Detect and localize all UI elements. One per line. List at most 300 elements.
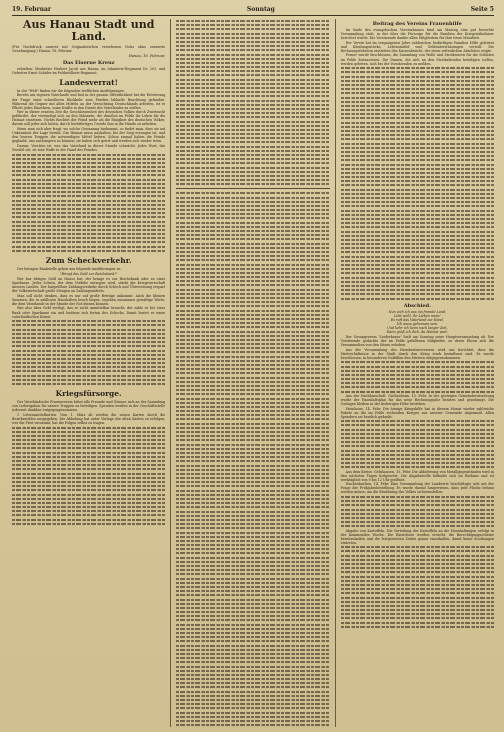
text-line bbox=[12, 477, 165, 479]
text-line bbox=[341, 272, 494, 274]
text-line bbox=[176, 703, 329, 705]
text-line bbox=[341, 563, 494, 565]
text-line bbox=[176, 330, 329, 332]
text-line bbox=[12, 514, 165, 516]
text-line bbox=[12, 250, 165, 252]
text-line bbox=[341, 142, 494, 144]
text-line bbox=[176, 569, 329, 571]
text-line bbox=[176, 91, 329, 93]
text-line bbox=[176, 133, 329, 135]
text-line bbox=[176, 62, 329, 64]
left-column bbox=[12, 19, 165, 727]
text-line bbox=[341, 239, 494, 241]
text-line bbox=[12, 320, 165, 322]
text-line bbox=[341, 281, 494, 283]
betrayal-paragraph: Wenn man sich aber fragt, wo solche Gesinnung herkommt, so findet man, dass sie auf Unkenntnis der Lage beruht. Die Heimat muss aushalten, bis der Sieg errungen ist, und den braven Truppen die notwendigen Mittel liefern. Schon einmal haben die Feinde geglaubt, uns aushungern zu können; sie haben sich geirrt und werden sich wieder irren. bbox=[12, 127, 166, 144]
text-line bbox=[176, 490, 329, 492]
text-line bbox=[341, 134, 494, 136]
text-line bbox=[12, 435, 165, 437]
text-line bbox=[341, 193, 494, 195]
text-line bbox=[12, 464, 165, 466]
divider bbox=[176, 188, 329, 189]
text-line bbox=[12, 195, 165, 197]
text-line bbox=[176, 125, 329, 127]
text-line bbox=[341, 576, 494, 578]
text-line bbox=[176, 632, 329, 634]
text-line bbox=[12, 241, 165, 243]
section-title: Aus Hanau Stadt und Land. bbox=[22, 19, 155, 43]
poem bbox=[341, 310, 494, 334]
text-line bbox=[341, 105, 494, 107]
text-line bbox=[341, 378, 494, 380]
text-line bbox=[341, 441, 494, 443]
text-line bbox=[176, 137, 329, 139]
text-line bbox=[176, 423, 329, 425]
text-line bbox=[12, 431, 165, 433]
text-line bbox=[176, 74, 329, 76]
text-line bbox=[176, 578, 329, 580]
text-line bbox=[341, 268, 494, 270]
betrayal-paragraph: Darum: Verräter ist, wer das Vaterland in dieser Stunde schwächt. Jedes Wort, das Zweifel sät, ist eine Waffe in der Hand des Feindes. bbox=[12, 143, 166, 152]
text-line bbox=[176, 305, 329, 307]
text-line bbox=[176, 682, 329, 684]
text-line bbox=[176, 205, 329, 207]
text-line bbox=[176, 582, 329, 584]
columns bbox=[12, 19, 494, 727]
cheque-paragraph: Wer bar übriges Geld im Hause hat, der bringe es zur Reichsbank oder zu einer Sparkasse. Jeder Schein, der dem Verkehr entzogen wird, stärkt die Kriegswirtschaft unseres Landes. Der bargeldlose Zahlungsverkehr durch Scheck und Überweisung erspart der Volkswirtschaft große Mengen an Zahlungsmitteln. bbox=[12, 276, 166, 294]
text-line bbox=[176, 259, 329, 261]
text-line bbox=[176, 171, 329, 173]
text-line bbox=[12, 362, 165, 364]
text-line bbox=[176, 196, 329, 198]
text-line bbox=[176, 87, 329, 89]
war-care-heading: Kriegsfürsorge. bbox=[55, 389, 122, 399]
text-line bbox=[176, 473, 329, 475]
text-line bbox=[176, 377, 329, 379]
text-line bbox=[176, 108, 329, 110]
women-aid-paragraph: Ferner wurde beschlossen, die Sammlung von Wolle und Strickwaren für die Soldaten im Felde fortzusetzen. Die Damen, die sich an den Strickabenden beteiligen wollen, werden gebeten, sich bei der Vorsitzenden zu melden. bbox=[340, 53, 494, 66]
header-date: 19. Februar bbox=[12, 6, 52, 13]
text-line bbox=[12, 345, 165, 347]
text-line bbox=[341, 571, 494, 573]
text-line bbox=[341, 605, 494, 607]
text-line bbox=[176, 343, 329, 345]
text-line bbox=[176, 661, 329, 663]
text-line bbox=[176, 615, 329, 617]
text-line bbox=[176, 402, 329, 404]
text-line bbox=[176, 406, 329, 408]
text-line bbox=[176, 431, 329, 433]
text-line bbox=[176, 162, 329, 164]
text-line bbox=[176, 557, 329, 559]
text-line bbox=[176, 314, 329, 316]
text-line bbox=[176, 448, 329, 450]
women-aid-paragraph: Der Verein hat im vergangenen Jahre zahlreichen bedürftigen Familien Hilfe geleistet und Kleidungsstücke, Lebensmittel und Geldunterstützungen verteilt. Die Rechnungsführerin erstattete den Kassenbericht, der einen erfreulichen Abschluss zeigte. bbox=[340, 40, 494, 53]
cheque-paragraph: Der hiesigen Bankstelle gehen uns folgende Ausführungen zu: bbox=[17, 266, 122, 271]
text-line bbox=[176, 515, 329, 517]
text-line bbox=[176, 439, 329, 441]
cheque-heading: Zum Scheckverkehr. bbox=[45, 255, 132, 265]
text-line bbox=[341, 496, 494, 498]
text-line bbox=[176, 293, 329, 295]
text-line bbox=[341, 517, 494, 519]
text-line bbox=[176, 272, 329, 274]
text-line bbox=[12, 179, 165, 181]
text-line bbox=[12, 158, 165, 160]
text-line bbox=[341, 113, 494, 115]
text-line bbox=[12, 473, 165, 475]
text-line bbox=[176, 653, 329, 655]
text-line bbox=[176, 24, 329, 26]
text-line bbox=[12, 498, 165, 500]
text-line bbox=[176, 368, 329, 370]
text-line bbox=[12, 375, 165, 377]
text-line bbox=[176, 146, 329, 148]
text-line bbox=[12, 324, 165, 326]
text-line bbox=[176, 226, 329, 228]
text-line bbox=[341, 117, 494, 119]
text-line bbox=[12, 439, 165, 441]
text-line bbox=[12, 191, 165, 193]
text-line bbox=[176, 464, 329, 466]
poem-title: Abschied. bbox=[403, 302, 431, 309]
text-line bbox=[176, 318, 329, 320]
text-line bbox=[12, 170, 165, 172]
text-line bbox=[12, 212, 165, 214]
text-line bbox=[341, 596, 494, 598]
running-header bbox=[12, 6, 494, 16]
text-line bbox=[176, 389, 329, 391]
text-line bbox=[341, 361, 494, 363]
text-line bbox=[12, 456, 165, 458]
text-line bbox=[341, 513, 494, 515]
text-line bbox=[12, 349, 165, 351]
text-line bbox=[176, 418, 329, 420]
text-line bbox=[176, 657, 329, 659]
header-page-number: Seite 5 bbox=[470, 6, 494, 13]
text-line bbox=[176, 234, 329, 236]
text-line bbox=[12, 153, 165, 155]
cheque-quote: "Bringt das Geld zur Reichsbank!" bbox=[59, 271, 118, 276]
text-line bbox=[176, 586, 329, 588]
text-line bbox=[341, 609, 494, 611]
text-line bbox=[341, 289, 494, 291]
text-line bbox=[12, 341, 165, 343]
iron-cross-text: erhielten: Musketier Herbert Jacob aus Hanau, im Infanterie-Regiment Nr. 201, und Gefreiter Ernst Schäfer im Feldartillerie-Regiment. bbox=[12, 66, 166, 75]
dateline: Hanau, 16. Februar. bbox=[128, 53, 166, 58]
text-line bbox=[176, 150, 329, 152]
text-line bbox=[176, 83, 329, 85]
text-line bbox=[341, 155, 494, 157]
text-line bbox=[176, 397, 329, 399]
text-line bbox=[176, 238, 329, 240]
betrayal-intro: In der "Welt" finden wir die folgenden trefflichen Ausführungen: bbox=[17, 88, 125, 93]
news-paragraph: Aus der Versammlung des Hausbesitzervereins wird uns berichtet, dass die Mietverhältnisse in der Stadt durch den Krieg stark beeinflusst sind. Es wurde beschlossen, in besonderen Notfällen den Mietern entgegenzukommen. bbox=[340, 347, 494, 360]
text-line bbox=[176, 640, 329, 642]
text-line bbox=[341, 458, 494, 460]
text-line bbox=[341, 176, 494, 178]
text-line bbox=[176, 527, 329, 529]
text-line bbox=[176, 70, 329, 72]
text-line bbox=[341, 209, 494, 211]
text-line bbox=[341, 235, 494, 237]
text-line bbox=[176, 611, 329, 613]
text-line bbox=[341, 172, 494, 174]
text-line bbox=[176, 502, 329, 504]
text-line bbox=[176, 523, 329, 525]
text-line bbox=[176, 695, 329, 697]
text-line bbox=[341, 251, 494, 253]
text-line bbox=[12, 337, 165, 339]
text-line bbox=[176, 99, 329, 101]
text-line bbox=[341, 293, 494, 295]
text-line bbox=[341, 226, 494, 228]
text-line bbox=[176, 179, 329, 181]
text-line bbox=[341, 445, 494, 447]
text-line bbox=[341, 374, 494, 376]
text-line bbox=[176, 372, 329, 374]
text-line bbox=[176, 339, 329, 341]
text-line bbox=[176, 53, 329, 55]
text-line bbox=[176, 129, 329, 131]
text-line bbox=[176, 452, 329, 454]
text-line bbox=[341, 580, 494, 582]
cheque-paragraph: Wer also über Geld verfügt, das er nicht unmittelbar braucht, der zahle es bei einer Bank oder Sparkasse ein und bediene sich fortan des Schecks. Damit leistet er einen vaterländischen Dienst. bbox=[12, 306, 166, 319]
text-line bbox=[176, 360, 329, 362]
text-line bbox=[12, 383, 165, 385]
text-line bbox=[341, 297, 494, 299]
text-line bbox=[341, 168, 494, 170]
text-line bbox=[176, 230, 329, 232]
betrayal-paragraph: Wer in dieser ernsten Zeit die Geschlossenheit des deutschen Volkes durch Zwietracht gefährdet, der versündigt sich an den Männern, die draußen im Felde ihr Leben für die Heimat einsetzen. Nichts fürchtet der Feind mehr als die Einigkeit des deutschen Volkes; darum soll jeder sich hüten, durch leichtfertiges Gerede ihm in die Hände zu arbeiten. bbox=[12, 110, 166, 127]
text-line bbox=[12, 481, 165, 483]
text-line bbox=[176, 506, 329, 508]
text-line bbox=[176, 607, 329, 609]
text-line bbox=[341, 243, 494, 245]
text-line bbox=[12, 333, 165, 335]
text-line bbox=[341, 101, 494, 103]
text-line bbox=[12, 489, 165, 491]
poem-line: Nun zieh ich aus ins fremde Land, bbox=[388, 309, 446, 314]
text-line bbox=[341, 222, 494, 224]
section-intro: (Für Nachdruck unserer mit Originalzeichen versehenen Notiz ohne zensierte Genehmigung.) Hanau, 18. Februar. bbox=[12, 45, 166, 54]
text-line bbox=[176, 217, 329, 219]
text-line bbox=[341, 525, 494, 527]
text-line bbox=[176, 284, 329, 286]
text-line bbox=[176, 670, 329, 672]
text-line bbox=[176, 686, 329, 688]
text-line bbox=[176, 95, 329, 97]
text-line bbox=[12, 523, 165, 525]
text-line bbox=[341, 601, 494, 603]
text-line bbox=[176, 247, 329, 249]
poem-line: Es ruft das Vaterland zur Hand, bbox=[390, 317, 444, 322]
text-line bbox=[12, 447, 165, 449]
text-line bbox=[12, 208, 165, 210]
text-line bbox=[341, 260, 494, 262]
text-line bbox=[341, 550, 494, 552]
text-line bbox=[176, 213, 329, 215]
text-line bbox=[12, 443, 165, 445]
text-line bbox=[341, 109, 494, 111]
text-line bbox=[341, 466, 494, 468]
betrayal-heading: Landesverrat! bbox=[59, 77, 118, 87]
text-line bbox=[341, 197, 494, 199]
text-line bbox=[176, 573, 329, 575]
text-line bbox=[12, 358, 165, 360]
text-line bbox=[12, 174, 165, 176]
text-line bbox=[176, 598, 329, 600]
text-line bbox=[176, 120, 329, 122]
text-line bbox=[12, 183, 165, 185]
text-line bbox=[176, 141, 329, 143]
text-line bbox=[176, 469, 329, 471]
text-line bbox=[176, 410, 329, 412]
text-line bbox=[176, 364, 329, 366]
text-line bbox=[176, 594, 329, 596]
text-line bbox=[341, 504, 494, 506]
text-line bbox=[12, 485, 165, 487]
text-line bbox=[176, 104, 329, 106]
text-line bbox=[176, 548, 329, 550]
text-line bbox=[176, 49, 329, 51]
text-line bbox=[176, 289, 329, 291]
text-line bbox=[176, 183, 329, 185]
text-line bbox=[176, 276, 329, 278]
war-care-paragraph: 1. Lebensmittelkarten. Vom 1. März ab werden die neuen Karten durch die Bezirksstellen ausgegeben. Die Abholung hat unter Vorlage der alten Karten zu erfolgen; wer die Frist versäumt, hat die Folgen selbst zu tragen. bbox=[12, 412, 166, 425]
text-line bbox=[176, 712, 329, 714]
news-paragraph: Steinheim, 14. Febr. Die hiesige Kriegshilfe hat in diesem Monat wieder zahlreiche Pakete an die im Felde stehenden Krieger aus unserer Gemeinde abgesandt. Allen Spendern sei herzlich gedankt. bbox=[340, 406, 494, 419]
news-paragraph: Abgabe von Kartoffeln. Die Verteilung der Kartoffeln an die Haushaltungen erfolgt in der kommenden Woche. Die Einwohner werden ersucht, die Berechtigungsscheine bereitzuhalten und die festgesetzten Zeiten genau einzuhalten, damit keine Stockungen eintreten. bbox=[340, 528, 494, 545]
text-line bbox=[176, 37, 329, 39]
poem-line: Dann grüß ich dich, du Heimat weit. bbox=[386, 329, 448, 334]
text-line bbox=[341, 454, 494, 456]
text-line bbox=[341, 75, 494, 77]
text-line bbox=[176, 460, 329, 462]
text-line bbox=[341, 201, 494, 203]
text-line bbox=[341, 567, 494, 569]
text-line bbox=[176, 209, 329, 211]
text-line bbox=[176, 565, 329, 567]
text-line bbox=[176, 335, 329, 337]
text-line bbox=[12, 162, 165, 164]
text-line bbox=[341, 546, 494, 548]
text-line bbox=[341, 214, 494, 216]
text-line bbox=[176, 511, 329, 513]
text-line bbox=[12, 204, 165, 206]
text-line bbox=[341, 67, 494, 69]
text-line bbox=[176, 603, 329, 605]
text-line bbox=[12, 460, 165, 462]
text-line bbox=[12, 493, 165, 495]
text-line bbox=[176, 41, 329, 43]
text-line bbox=[176, 552, 329, 554]
text-line bbox=[341, 256, 494, 258]
text-line bbox=[176, 385, 329, 387]
betrayal-paragraph: Bereits am eigenen Vaterlande und fast in der ganzen Öffentlichkeit hat die Erörterung der Frage einer schnelleren Rückkehr zum Frieden lebhafte Beachtung gefunden. Während die Gegner mit allen Mitteln an der Vernichtung Deutschlands arbeiten, ist es Pflicht jedes Einzelnen, seine Kräfte in den Dienst des Vaterlandes zu stellen. bbox=[12, 93, 166, 110]
text-line bbox=[341, 71, 494, 73]
text-line bbox=[176, 393, 329, 395]
text-line bbox=[341, 584, 494, 586]
text-line bbox=[176, 590, 329, 592]
text-line bbox=[12, 225, 165, 227]
text-line bbox=[341, 555, 494, 557]
text-line bbox=[341, 285, 494, 287]
text-line bbox=[341, 189, 494, 191]
text-line bbox=[176, 544, 329, 546]
text-line bbox=[176, 154, 329, 156]
text-line bbox=[176, 649, 329, 651]
text-line bbox=[341, 80, 494, 82]
text-line bbox=[341, 163, 494, 165]
text-line bbox=[176, 112, 329, 114]
text-line bbox=[176, 724, 329, 726]
text-line bbox=[341, 180, 494, 182]
war-care-paragraph: Der Vaterländische Frauenverein bittet alle Freunde und Gönner, sich an der Sammlung von Liebesgaben für unsere Truppen zu beteiligen. Spenden werden in der Geschäftsstelle jederzeit dankbar entgegengenommen. bbox=[12, 400, 166, 413]
text-line bbox=[341, 126, 494, 128]
text-line bbox=[341, 365, 494, 367]
text-line bbox=[176, 326, 329, 328]
text-line bbox=[176, 192, 329, 194]
text-line bbox=[176, 540, 329, 542]
text-line bbox=[176, 636, 329, 638]
text-line bbox=[176, 301, 329, 303]
text-line bbox=[176, 158, 329, 160]
text-line bbox=[341, 147, 494, 149]
text-line bbox=[176, 322, 329, 324]
text-line bbox=[12, 519, 165, 521]
text-line bbox=[176, 720, 329, 722]
text-line bbox=[341, 218, 494, 220]
text-line bbox=[176, 45, 329, 47]
text-line bbox=[176, 263, 329, 265]
text-line bbox=[12, 199, 165, 201]
text-line bbox=[176, 645, 329, 647]
text-line bbox=[341, 424, 494, 426]
cheque-paragraph: Man soll nicht denken, dass es nur auf große Beträge ankommt. Auch die kleinen Summen, die in zahllosen Haushalten brach liegen, ergeben zusammen gewaltige Werte, die dem Vaterlande in der Stunde der Not dienen können. bbox=[12, 293, 166, 306]
text-line bbox=[176, 498, 329, 500]
text-line bbox=[176, 427, 329, 429]
text-line bbox=[176, 665, 329, 667]
text-line bbox=[176, 619, 329, 621]
text-line bbox=[12, 366, 165, 368]
text-line bbox=[176, 66, 329, 68]
text-line bbox=[341, 264, 494, 266]
text-line bbox=[176, 351, 329, 353]
text-line bbox=[176, 444, 329, 446]
text-line bbox=[176, 536, 329, 538]
text-line bbox=[12, 370, 165, 372]
text-line bbox=[176, 561, 329, 563]
poem-line: Lebt wohl, ihr Lieben mein! bbox=[394, 313, 441, 318]
text-line bbox=[176, 243, 329, 245]
text-line bbox=[176, 79, 329, 81]
women-aid-heading: Beitrag des Vereins Frauenhilfe bbox=[372, 21, 462, 27]
text-line bbox=[176, 678, 329, 680]
text-line bbox=[341, 437, 494, 439]
text-line bbox=[176, 116, 329, 118]
text-line bbox=[341, 159, 494, 161]
text-line bbox=[341, 508, 494, 510]
text-line bbox=[341, 88, 494, 90]
news-paragraph: Wachenbuchen, 14. Febr. Eine Versammlung der Landwirte beschäftigte sich mit der Frage der Frühjahrsbestellung. Es wurde darauf hingewiesen, dass jede Fläche bebaut werden müsse, um die Ernährung des Volkes sicherzustellen. bbox=[340, 482, 494, 495]
text-line bbox=[341, 622, 494, 624]
text-line bbox=[341, 626, 494, 628]
text-line bbox=[12, 246, 165, 248]
text-line bbox=[176, 699, 329, 701]
text-line bbox=[12, 229, 165, 231]
poem-line: Und kehr ich heim nach langer Zeit, bbox=[386, 325, 448, 330]
